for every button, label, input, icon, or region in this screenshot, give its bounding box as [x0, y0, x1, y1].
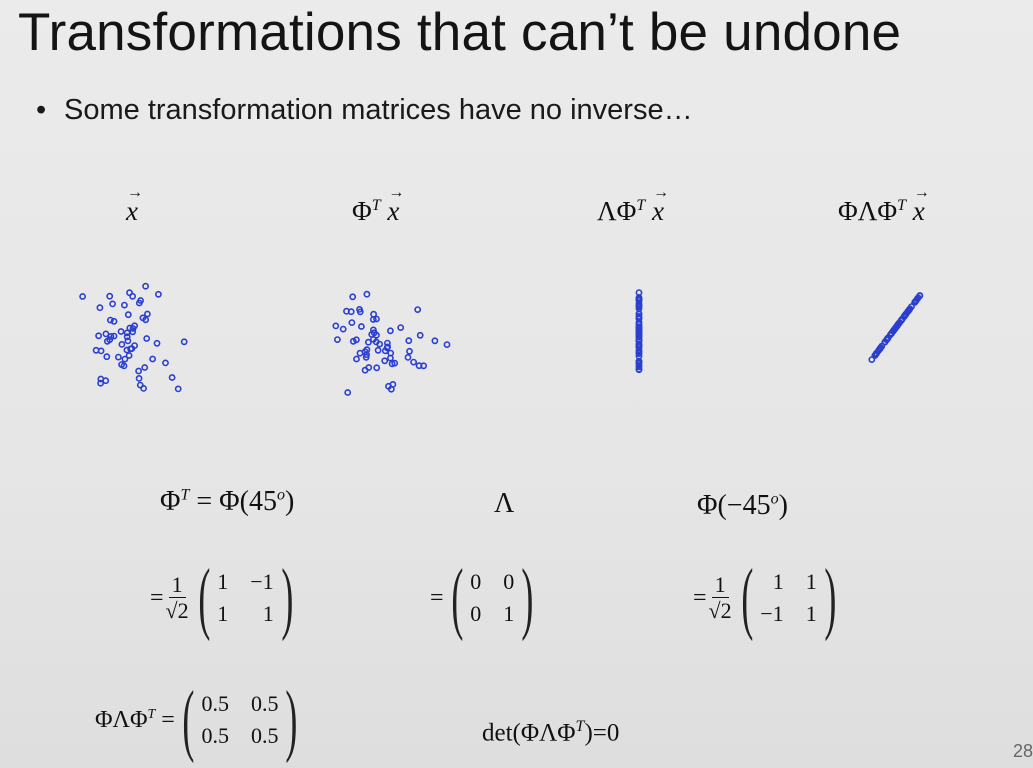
scatter-point	[163, 360, 168, 365]
scatter-point	[145, 311, 150, 316]
scatter-point	[354, 356, 359, 361]
scatter-point	[386, 384, 391, 389]
equals-sign: =	[150, 584, 164, 611]
scatter-point	[885, 336, 890, 341]
scatter-point	[636, 316, 641, 321]
scatter-point	[349, 320, 354, 325]
scatter-point	[124, 347, 129, 352]
scatter-point	[383, 348, 388, 353]
scatter-point	[364, 292, 369, 297]
right-paren-icon: )	[285, 676, 298, 764]
equals-sign: =	[430, 584, 444, 611]
right-paren-icon: )	[281, 554, 294, 642]
phi-neg45-matrix: 1 1 −1 1	[760, 569, 817, 626]
scatter-point	[382, 358, 387, 363]
scatter-point	[417, 363, 422, 368]
scatter-point	[388, 328, 393, 333]
right-paren-icon: )	[521, 554, 534, 642]
scatter-point	[108, 318, 113, 323]
scatter-point	[138, 383, 143, 388]
scatter-point	[406, 338, 411, 343]
scatter-point	[398, 325, 403, 330]
slide-title: Transformations that can’t be undone	[18, 3, 902, 62]
phi45-matrix: 1 −1 1 1	[217, 569, 274, 626]
scatter-point	[636, 359, 641, 364]
label-x: → x	[126, 196, 138, 227]
scatter-point	[359, 324, 364, 329]
scatter-point	[374, 365, 379, 370]
bullet-text: Some transformation matrices have no inverse…	[64, 94, 693, 126]
scatter-projected-diagonal	[855, 268, 940, 383]
phiT-definition: $\Phi^T = \Phi(45^o)$	[160, 486, 295, 517]
scatter-point	[125, 338, 130, 343]
page-number: 28	[1012, 741, 1033, 761]
scatter-point	[143, 284, 148, 289]
scatter-point	[345, 390, 350, 395]
product-lhs: $\Phi\Lambda\Phi^T$ =	[95, 706, 175, 733]
scatter-point	[80, 294, 85, 299]
label-phi-lambda-phiT-x: $\Phi\Lambda\Phi^T \to x$	[838, 196, 925, 227]
scatter-point	[912, 299, 917, 304]
scatter-point	[344, 309, 349, 314]
left-paren-icon: (	[740, 554, 753, 642]
product-matrix-equation	[95, 676, 305, 764]
scatter-projected-vertical	[625, 268, 655, 398]
lambda-matrix-equation	[430, 554, 541, 642]
scatter-point	[122, 303, 127, 308]
scatter-point	[407, 349, 412, 354]
scatter-point	[388, 351, 393, 356]
scatter-point	[176, 386, 181, 391]
scatter-point	[357, 351, 362, 356]
lambda-label: Λ	[494, 488, 515, 519]
scatter-point	[341, 327, 346, 332]
scatter-point	[363, 368, 368, 373]
scatter-point	[377, 342, 382, 347]
scatter-point	[107, 294, 112, 299]
right-paren-icon: )	[824, 554, 837, 642]
phi-neg45-label: $\Phi(-45^o)$	[697, 490, 788, 521]
left-paren-icon: (	[450, 554, 463, 642]
scatter-point	[415, 307, 420, 312]
scatter-point	[154, 341, 159, 346]
scatter-point	[444, 342, 449, 347]
one-over-sqrt2: $\frac{1}{√2}$	[165, 571, 189, 623]
scatter-point	[432, 338, 437, 343]
one-over-sqrt2: $\frac{1}{√2}$	[708, 571, 732, 623]
equals-sign: =	[693, 584, 707, 611]
scatter-point	[405, 355, 410, 360]
scatter-point	[366, 340, 371, 345]
scatter-point	[335, 337, 340, 342]
scatter-point	[110, 301, 115, 306]
scatter-point	[418, 333, 423, 338]
product-matrix: 0.5 0.5 0.5 0.5	[201, 691, 279, 748]
scatter-point	[118, 329, 123, 334]
scatter-point	[333, 323, 338, 328]
scatter-point	[156, 292, 161, 297]
bullet-dot-icon: •	[36, 94, 47, 126]
scatter-point	[136, 368, 141, 373]
scatter-point	[94, 348, 99, 353]
lambda-matrix: 0 0 0 1	[470, 569, 515, 626]
scatter-point	[350, 294, 355, 299]
scatter-point	[182, 339, 187, 344]
scatter-point	[127, 353, 132, 358]
phi45-matrix-equation	[150, 554, 300, 642]
scatter-point	[119, 342, 124, 347]
scatter-point	[104, 354, 109, 359]
phi-neg45-matrix-equation	[693, 554, 843, 642]
scatter-rotated	[322, 268, 452, 398]
scatter-point	[127, 290, 132, 295]
bullet-point	[36, 94, 693, 127]
label-phiT-x: $\Phi^T \to x$	[352, 196, 399, 227]
scatter-point	[103, 331, 108, 336]
scatter-point	[376, 348, 381, 353]
determinant-equation: $\det(\Phi\Lambda\Phi^T)=0$	[482, 718, 620, 747]
scatter-point	[351, 339, 356, 344]
scatter-original	[70, 268, 210, 403]
scatter-point	[98, 376, 103, 381]
left-paren-icon: (	[182, 676, 195, 764]
scatter-point	[116, 355, 121, 360]
scatter-point	[142, 365, 147, 370]
scatter-point	[126, 312, 131, 317]
scatter-point	[96, 333, 101, 338]
scatter-point	[150, 356, 155, 361]
scatter-point	[144, 336, 149, 341]
left-paren-icon: (	[197, 554, 210, 642]
label-lambda-phiT-x: $\Lambda\Phi^T \to x$	[597, 196, 664, 227]
scatter-point	[137, 376, 142, 381]
scatter-point	[411, 360, 416, 365]
scatter-point	[170, 375, 175, 380]
scatter-point	[97, 305, 102, 310]
